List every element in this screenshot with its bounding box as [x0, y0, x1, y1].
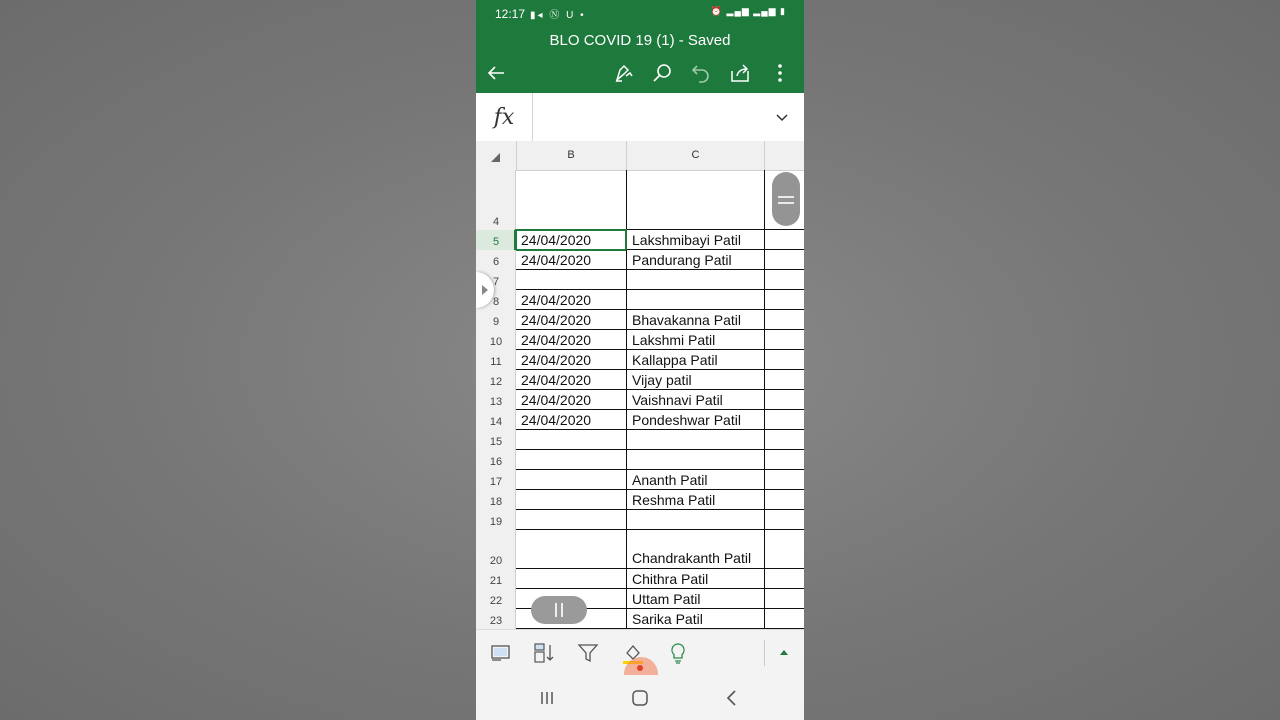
table-cell[interactable]	[765, 390, 804, 410]
table-cell[interactable]	[765, 230, 804, 250]
back-arrow-icon[interactable]	[484, 61, 508, 85]
phone-screen	[476, 0, 804, 720]
row-number: 18	[489, 496, 503, 508]
cell-value: 24/04/2020	[521, 352, 592, 368]
system-nav-bar	[476, 675, 804, 720]
table-cell[interactable]	[765, 569, 804, 589]
table-cell[interactable]	[765, 310, 804, 330]
table-cell[interactable]	[627, 450, 765, 470]
table-row	[476, 569, 804, 589]
sheet-grid[interactable]	[476, 170, 804, 629]
sort-icon[interactable]	[532, 641, 556, 665]
video-icon: ▮◂	[530, 10, 545, 21]
row-header[interactable]	[476, 589, 516, 609]
table-cell[interactable]	[765, 450, 804, 470]
table-cell[interactable]	[765, 510, 804, 530]
cell-value: Uttam Patil	[632, 591, 701, 607]
table-cell[interactable]	[765, 490, 804, 510]
cell-value: Lakshmi Patil	[632, 332, 716, 348]
cell-value: Ananth Patil	[632, 472, 708, 488]
table-cell[interactable]	[516, 510, 627, 530]
status-left-icons	[530, 6, 586, 21]
search-icon[interactable]	[650, 61, 674, 85]
table-cell[interactable]	[516, 410, 627, 430]
table-cell[interactable]	[516, 330, 627, 350]
row-number: 17	[489, 476, 503, 488]
table-cell[interactable]	[516, 430, 627, 450]
cell-value: 24/04/2020	[521, 392, 592, 408]
comment-icon[interactable]	[489, 641, 513, 665]
row-header[interactable]	[476, 490, 516, 510]
table-cell[interactable]	[765, 370, 804, 390]
cell-value: Pandurang Patil	[632, 252, 732, 268]
table-row	[476, 530, 804, 569]
table-cell[interactable]	[627, 569, 765, 589]
table-cell[interactable]	[516, 450, 627, 470]
row-number: 11	[490, 356, 502, 368]
cell-value: Bhavakanna Patil	[632, 312, 741, 328]
table-cell[interactable]	[627, 430, 765, 450]
table-row	[476, 410, 804, 430]
formula-input[interactable]	[538, 107, 758, 127]
column-headers	[476, 141, 804, 171]
table-cell[interactable]	[516, 370, 627, 390]
row-number: 14	[489, 416, 503, 428]
table-cell[interactable]	[765, 589, 804, 609]
row-number: 19	[489, 516, 503, 528]
table-cell[interactable]	[516, 530, 627, 569]
u-icon: U	[566, 10, 576, 21]
table-row	[476, 450, 804, 470]
column-header-b[interactable]: B	[516, 141, 627, 170]
table-row	[476, 250, 804, 270]
table-cell[interactable]	[627, 609, 765, 629]
row-number: 23	[489, 615, 503, 627]
table-cell[interactable]	[765, 330, 804, 350]
table-row	[476, 430, 804, 450]
table-row	[476, 470, 804, 490]
fx-label[interactable]: fx	[476, 93, 533, 141]
row-number: 22	[489, 595, 503, 607]
status-bar	[476, 0, 804, 27]
table-cell[interactable]	[627, 270, 765, 290]
row-header[interactable]	[476, 330, 516, 350]
formula-bar	[476, 93, 804, 142]
row-header[interactable]	[476, 430, 516, 450]
alarm-icon: ⏰	[710, 6, 724, 16]
table-row	[476, 270, 804, 290]
battery-icon: ▮	[780, 6, 786, 16]
cell-value: Lakshmibayi Patil	[632, 232, 741, 248]
undo-icon[interactable]	[689, 61, 713, 85]
column-header-c[interactable]: C	[627, 141, 765, 170]
horizontal-scroll-handle[interactable]	[531, 596, 587, 624]
table-cell[interactable]	[516, 310, 627, 330]
home-icon[interactable]	[629, 687, 651, 709]
cell-value: Chandrakanth Patil	[632, 550, 752, 566]
row-number: 16	[489, 456, 503, 468]
table-row	[476, 310, 804, 330]
n-badge-icon: Ⓝ	[549, 10, 562, 21]
table-row	[476, 589, 804, 609]
share-icon[interactable]	[728, 61, 752, 85]
table-cell[interactable]	[765, 350, 804, 370]
table-cell[interactable]	[765, 430, 804, 450]
cell-value: 24/04/2020	[521, 292, 592, 308]
row-header[interactable]	[476, 510, 516, 530]
row-number: 20	[489, 555, 503, 567]
table-row	[476, 170, 804, 230]
row-header[interactable]	[476, 470, 516, 490]
table-cell[interactable]	[627, 589, 765, 609]
draw-pen-icon[interactable]	[612, 61, 636, 85]
recents-icon[interactable]	[536, 687, 558, 709]
cell-value: 24/04/2020	[521, 312, 592, 328]
status-right-icons	[711, 6, 786, 17]
row-header[interactable]	[476, 569, 516, 589]
volte2-signal-icon: ▂▄▆	[753, 6, 777, 16]
table-cell[interactable]	[627, 370, 765, 390]
row-number: 6	[492, 256, 500, 268]
table-cell[interactable]	[516, 170, 627, 230]
cell-value: 24/04/2020	[521, 412, 592, 428]
table-cell[interactable]	[516, 569, 627, 589]
row-number: 4	[492, 216, 500, 228]
table-cell[interactable]	[765, 609, 804, 629]
table-cell[interactable]	[765, 470, 804, 490]
back-icon[interactable]	[721, 687, 743, 709]
table-cell[interactable]	[516, 490, 627, 510]
table-row	[476, 330, 804, 350]
cell-value: Vaishnavi Patil	[632, 392, 723, 408]
row-header[interactable]	[476, 370, 516, 390]
row-header[interactable]	[476, 350, 516, 370]
table-cell[interactable]	[516, 230, 627, 250]
row-number: 21	[489, 575, 503, 587]
cell-value: 24/04/2020	[521, 252, 592, 268]
table-cell[interactable]	[627, 350, 765, 370]
table-row	[476, 370, 804, 390]
row-number: 15	[489, 436, 503, 448]
table-row	[476, 230, 804, 250]
table-cell[interactable]	[516, 270, 627, 290]
table-cell[interactable]	[516, 470, 627, 490]
app-bar	[476, 27, 804, 93]
row-header[interactable]	[476, 310, 516, 330]
cell-value: 24/04/2020	[521, 332, 592, 348]
table-cell[interactable]	[516, 350, 627, 370]
document-title: BLO COVID 19 (1) - Saved	[549, 32, 731, 49]
more-vert-icon[interactable]	[768, 61, 792, 85]
row-number: 7	[492, 276, 500, 288]
row-header[interactable]	[476, 170, 516, 230]
table-cell[interactable]	[765, 410, 804, 430]
table-row	[476, 490, 804, 510]
select-all-corner[interactable]	[476, 141, 517, 170]
vertical-scroll-handle[interactable]	[772, 172, 800, 226]
table-cell[interactable]	[627, 170, 765, 230]
table-cell[interactable]	[627, 230, 765, 250]
row-number: 9	[492, 316, 500, 328]
dot-icon: •	[580, 10, 586, 21]
table-row	[476, 390, 804, 410]
table-cell[interactable]	[765, 530, 804, 569]
row-header[interactable]	[476, 450, 516, 470]
cell-value: 24/04/2020	[521, 372, 592, 388]
row-header[interactable]	[476, 410, 516, 430]
filter-icon[interactable]	[576, 641, 600, 665]
row-number: 12	[489, 376, 503, 388]
cell-value: Reshma Patil	[632, 492, 716, 508]
chevron-down-icon[interactable]	[774, 109, 790, 125]
expand-up-icon[interactable]	[780, 650, 788, 655]
row-header[interactable]	[476, 230, 516, 250]
row-header[interactable]	[476, 609, 516, 629]
table-cell[interactable]	[627, 290, 765, 310]
table-cell[interactable]	[516, 290, 627, 310]
table-cell[interactable]	[627, 530, 765, 569]
table-cell[interactable]	[627, 390, 765, 410]
cell-value: Vijay patil	[632, 372, 692, 388]
table-cell[interactable]	[516, 250, 627, 270]
cell-value: Kallappa Patil	[632, 352, 718, 368]
column-header-d[interactable]	[765, 141, 804, 170]
table-cell[interactable]	[765, 270, 804, 290]
select-all-icon	[491, 153, 500, 162]
row-header[interactable]	[476, 390, 516, 410]
row-header[interactable]	[476, 250, 516, 270]
row-number: 5	[492, 236, 500, 248]
table-cell[interactable]	[516, 390, 627, 410]
row-header[interactable]	[476, 530, 516, 569]
table-cell[interactable]	[627, 310, 765, 330]
table-row	[476, 290, 804, 310]
status-time: 12:17	[495, 7, 526, 21]
table-cell[interactable]	[627, 490, 765, 510]
ideas-lightbulb-icon[interactable]	[666, 641, 690, 665]
table-cell[interactable]	[627, 470, 765, 490]
table-cell[interactable]	[627, 330, 765, 350]
table-cell[interactable]	[627, 250, 765, 270]
toolbar-separator	[764, 640, 765, 666]
row-number: 10	[489, 336, 503, 348]
cell-value: Pondeshwar Patil	[632, 412, 741, 428]
table-cell[interactable]	[765, 250, 804, 270]
table-cell[interactable]	[765, 290, 804, 310]
cell-value: Chithra Patil	[632, 571, 709, 587]
cell-value: Sarika Patil	[632, 611, 703, 627]
cell-value: 24/04/2020	[521, 232, 592, 248]
table-row	[476, 609, 804, 629]
table-row	[476, 510, 804, 530]
row-number: 8	[492, 296, 500, 308]
row-number: 13	[489, 396, 503, 408]
table-row	[476, 350, 804, 370]
table-cell[interactable]	[627, 410, 765, 430]
volte-signal-icon: ▂▄▆	[726, 6, 750, 16]
table-cell[interactable]	[627, 510, 765, 530]
